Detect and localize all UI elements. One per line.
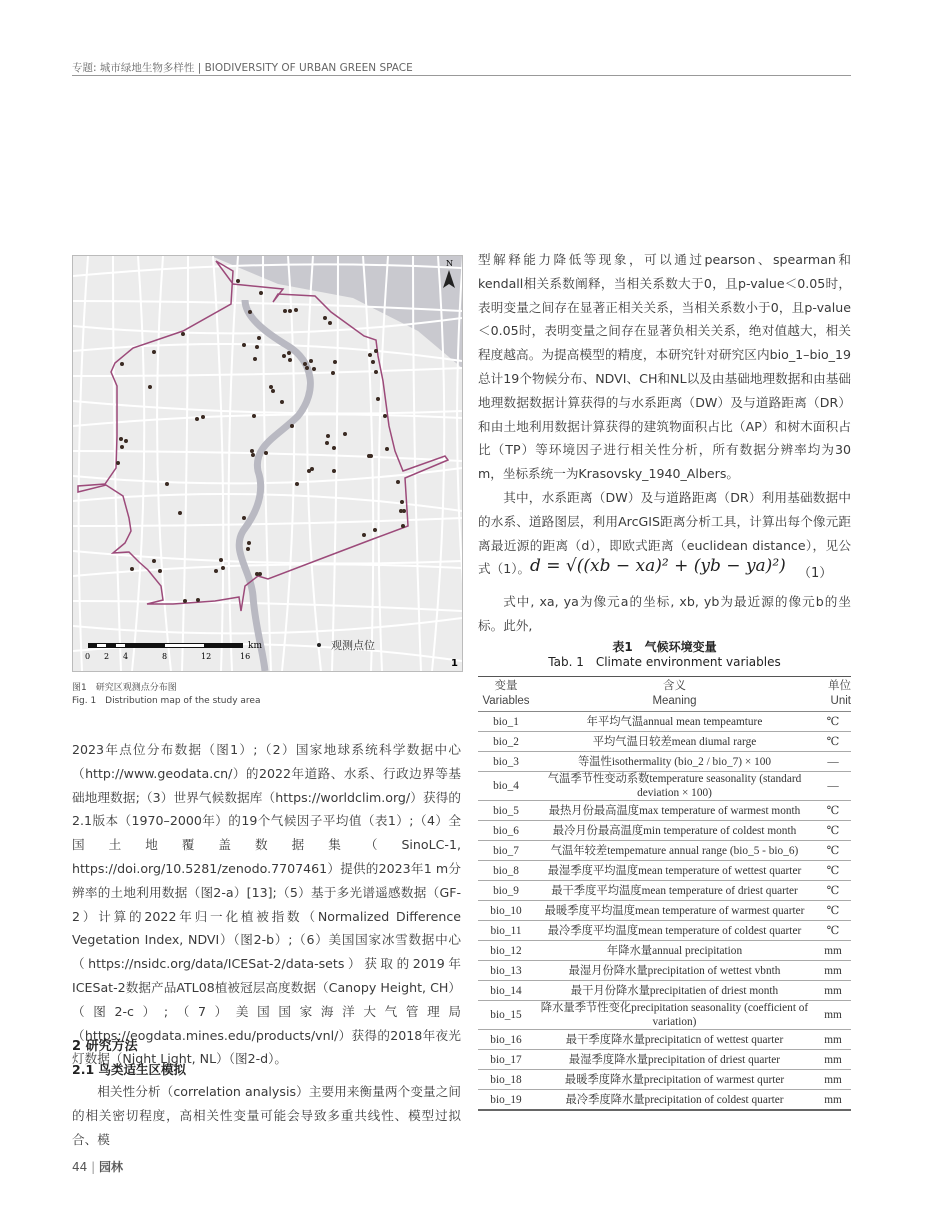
meaning-cell: 气温季节性变动系数temperature seasonality (standard deviation × 100) <box>534 772 815 801</box>
observation-point <box>120 362 124 366</box>
running-header: 专题: 城市绿地生物多样性 | BIODIVERSITY OF URBAN GREEN SPACE <box>72 62 413 74</box>
table-title-cn: 表1 气候环境变量 <box>612 640 717 654</box>
header-variables: 变量 Variables <box>478 677 534 712</box>
variable-cell: bio_8 <box>478 861 534 881</box>
observation-point <box>280 400 284 404</box>
scale-unit: km <box>248 641 262 651</box>
observation-point <box>282 354 286 358</box>
observation-point <box>248 310 252 314</box>
observation-point <box>290 424 294 428</box>
variable-cell: bio_3 <box>478 752 534 772</box>
table-row <box>478 1030 851 1050</box>
table-row <box>478 712 851 732</box>
table-row <box>478 752 851 772</box>
observation-point <box>165 482 169 486</box>
panel-number: 1 <box>451 658 458 669</box>
observation-point <box>309 359 313 363</box>
observation-point <box>269 385 273 389</box>
meaning-cell: 最湿季度平均温度mean temperature of wettest quarter <box>534 861 815 881</box>
unit-cell: ℃ <box>815 841 851 861</box>
table-row <box>478 881 851 901</box>
table-row <box>478 981 851 1001</box>
map-graphic <box>73 256 462 671</box>
observation-point <box>264 451 268 455</box>
observation-point <box>312 367 316 371</box>
page-footer: 44 | 园林 <box>72 1160 123 1174</box>
table-row <box>478 901 851 921</box>
right-column-text <box>478 248 851 581</box>
observation-point <box>214 569 218 573</box>
variable-cell: bio_15 <box>478 1001 534 1030</box>
table-row <box>478 841 851 861</box>
variable-cell: bio_1 <box>478 712 534 732</box>
observation-point <box>271 389 275 393</box>
unit-cell: mm <box>815 981 851 1001</box>
legend-label: 观测点位 <box>331 639 375 652</box>
observation-point <box>332 469 336 473</box>
unit-cell: — <box>815 772 851 801</box>
observation-point <box>288 358 292 362</box>
paragraph: 相关性分析（correlation analysis）主要用来衡量两个变量之间的相关密切程度，高相关性变量可能会导致多重共线性、模型过拟合、模 <box>72 1084 461 1147</box>
observation-point <box>283 309 287 313</box>
observation-point <box>152 559 156 563</box>
observation-point <box>326 434 330 438</box>
unit-cell: ℃ <box>815 801 851 821</box>
observation-point <box>402 509 406 513</box>
unit-cell: mm <box>815 1050 851 1070</box>
observation-point <box>303 362 307 366</box>
table-row <box>478 1070 851 1090</box>
observation-point <box>247 541 251 545</box>
observation-point <box>374 370 378 374</box>
observation-point <box>332 446 336 450</box>
observation-point <box>257 336 261 340</box>
observation-point <box>181 332 185 336</box>
scale-tick-label: 0 <box>85 652 91 661</box>
observation-point <box>196 598 200 602</box>
meaning-cell: 最干季度降水量precipitaticn of wettest quarter <box>534 1030 815 1050</box>
table-row <box>478 732 851 752</box>
right-column-text-2 <box>478 590 851 638</box>
observation-point <box>323 316 327 320</box>
observation-point <box>376 397 380 401</box>
table-title-en: Tab. 1 Climate environment variables <box>548 655 781 669</box>
huangpu-river <box>239 300 310 671</box>
unit-cell: — <box>815 752 851 772</box>
observation-point <box>400 500 404 504</box>
variable-cell: bio_6 <box>478 821 534 841</box>
table-row <box>478 801 851 821</box>
observation-point <box>401 524 405 528</box>
observation-point <box>294 308 298 312</box>
variable-cell: bio_10 <box>478 901 534 921</box>
meaning-cell: 最暖季度降水量precipitation of warmest qurter <box>534 1070 815 1090</box>
journal-logo: 园林 <box>98 1160 123 1174</box>
observation-point <box>242 516 246 520</box>
meaning-cell: 最湿季度降水量precipitation of driest quarter <box>534 1050 815 1070</box>
meaning-cell: 最冷季度平均温度mean temperature of coldest quarter <box>534 921 815 941</box>
observation-point <box>368 353 372 357</box>
variable-cell: bio_12 <box>478 941 534 961</box>
variable-cell: bio_14 <box>478 981 534 1001</box>
observation-point <box>310 467 314 471</box>
unit-cell: mm <box>815 1030 851 1050</box>
observation-point <box>305 366 309 370</box>
unit-cell: mm <box>815 1090 851 1111</box>
meaning-cell: 气温年较差tempemature annual range (bio_5 - bio_6) <box>534 841 815 861</box>
scale-tick-label: 12 <box>201 652 212 661</box>
paragraph: 2023年点位分布数据（图1）;（2）国家地球系统科学数据中心（http://www.geodata.cn/）的2022年道路、水系、行政边界等基础地理数据;（3）世界气候数据库（https://worldclim.org/）获得的2.1版本（1970–2000年）的19个气候因子平均值（表1）;（4）全国土地覆盖数据集（SinoLC-1, https://doi.org/10.5281/zenodo.7707461）提供的2023年1 m分辨率的土地利用数据（图2-a）[13];（5）基于多光谱遥感数据（GF-2）计算的2022年归一化植被指数（Normalized Difference Vegetation Index, NDVI）（图2-b）;（6）美国国家冰雪数据中心（https://nsidc.org/data/ICESat-2/data-sets）获取的2019年ICESat-2数据产品ATL08植被冠层高度数据（Canopy Height, CH）（图2-c）;（7）美国国家海洋大气管理局（https://eogdata.mines.edu/products/vnl/）获得的2018年夜光灯数据（Night Light, NL）（图2-d）。 <box>72 742 461 1067</box>
legend-dot-icon <box>317 643 321 647</box>
equation-number: （1） <box>798 566 833 581</box>
unit-cell: mm <box>815 1001 851 1030</box>
scale-tick-label: 16 <box>240 652 251 661</box>
variable-cell: bio_18 <box>478 1070 534 1090</box>
variable-cell: bio_9 <box>478 881 534 901</box>
observation-point <box>221 566 225 570</box>
paragraph: 型解释能力降低等现象，可以通过pearson、spearman和kendall相关系数阐释，当相关系数大于0，且p-value＜0.05时，表明变量之间存在显著正相关关系，当相关系数小于0，且p-value＜0.05时，表明变量之间存在显著负相关关系，绝对值越大，相关程度越高。为提高模型的精度，本研究针对研究区内bio_1–bio_19总计19个物候分布、NDVI、CH和NL以及由基础地理数据和由基础地理数据数据计算获得的与水系距离（DW）及与道路距离（DR）和由土地利用数据计算获得的建筑物面积占比（AP）和树木面积占比（TP）等环境因子进行相关性分析，所有数据分辨率均为30 m，坐标系统一为Krasovsky_1940_Albers。 <box>478 252 851 482</box>
variable-cell: bio_11 <box>478 921 534 941</box>
table-row <box>478 861 851 881</box>
observation-point <box>369 454 373 458</box>
observation-point <box>383 414 387 418</box>
observation-point <box>258 572 262 576</box>
figure-caption-en: Fig. 1 Distribution map of the study area <box>72 696 261 706</box>
climate-variables-table <box>478 676 851 1111</box>
unit-cell: mm <box>815 961 851 981</box>
meaning-cell: 最冷季度降水量precipitation of coldest quarter <box>534 1090 815 1111</box>
table-row <box>478 821 851 841</box>
unit-cell: mm <box>815 941 851 961</box>
observation-point <box>236 279 240 283</box>
observation-point <box>331 371 335 375</box>
observation-point <box>116 461 120 465</box>
scale-bar <box>85 641 262 661</box>
observation-point <box>178 511 182 515</box>
scale-tick-label: 2 <box>104 652 110 661</box>
observation-point <box>124 439 128 443</box>
table-row <box>478 961 851 981</box>
observation-point <box>325 441 329 445</box>
meaning-cell: 年平均气温annual mean tempeamture <box>534 712 815 732</box>
unit-cell: ℃ <box>815 732 851 752</box>
observation-point <box>183 599 187 603</box>
observation-point <box>250 449 254 453</box>
paragraph: 其中，水系距离（DW）及与道路距离（DR）利用基础数据中的水系、道路图层，利用ArcGIS距离分析工具，计算出每个像元距离最近源的距离（d），即欧式距离（euclidean distance），见公式（1）。 <box>478 489 851 577</box>
observation-point <box>295 482 299 486</box>
meaning-cell: 最热月份最高温度max temperature of warmest month <box>534 801 815 821</box>
observation-point <box>253 357 257 361</box>
meaning-cell: 最冷月份最高温度min temperature of coldest month <box>534 821 815 841</box>
observation-point <box>152 350 156 354</box>
header-meaning: 含义 Meaning <box>534 677 815 712</box>
observation-point <box>259 291 263 295</box>
variable-cell: bio_19 <box>478 1090 534 1111</box>
section-heading: 2 研究方法 <box>72 1039 138 1054</box>
observation-point <box>242 343 246 347</box>
variable-cell: bio_2 <box>478 732 534 752</box>
left-column-text <box>72 738 461 1071</box>
meaning-cell: 平均气温日较差mean diumal rarge <box>534 732 815 752</box>
meaning-cell: 最湿月份降水量precipitation of wettest vbnth <box>534 961 815 981</box>
observation-point <box>120 445 124 449</box>
scale-tick-label: 8 <box>162 652 168 661</box>
variable-cell: bio_13 <box>478 961 534 981</box>
unit-cell: ℃ <box>815 861 851 881</box>
unit-cell: ℃ <box>815 881 851 901</box>
observation-point <box>251 453 255 457</box>
observation-point <box>246 547 250 551</box>
unit-cell: mm <box>815 1070 851 1090</box>
observation-point <box>219 558 223 562</box>
variable-cell: bio_17 <box>478 1050 534 1070</box>
left-column-text-2 <box>72 1080 461 1151</box>
observation-point <box>374 349 378 353</box>
header-rule <box>72 75 851 76</box>
header-unit: 单位 Unit <box>815 677 851 712</box>
variable-cell: bio_16 <box>478 1030 534 1050</box>
unit-cell: ℃ <box>815 712 851 732</box>
unit-cell: ℃ <box>815 921 851 941</box>
observation-point <box>255 345 259 349</box>
observation-point <box>195 417 199 421</box>
observation-point <box>343 432 347 436</box>
observation-point <box>130 567 134 571</box>
variable-cell: bio_7 <box>478 841 534 861</box>
observation-point <box>385 447 389 451</box>
meaning-cell: 最干月份降水量precipitatien of driest month <box>534 981 815 1001</box>
meaning-cell: 最干季度平均温度mean temperature of driest quarter <box>534 881 815 901</box>
observation-point <box>252 414 256 418</box>
table-row <box>478 941 851 961</box>
variable-cell: bio_5 <box>478 801 534 821</box>
observation-point <box>333 360 337 364</box>
unit-cell: ℃ <box>815 901 851 921</box>
observation-point <box>371 360 375 364</box>
figure-caption-cn: 图1 研究区观测点分布图 <box>72 683 177 693</box>
observation-point <box>287 351 291 355</box>
unit-cell: ℃ <box>815 821 851 841</box>
observation-point <box>148 385 152 389</box>
observation-point <box>362 533 366 537</box>
meaning-cell: 年降水量annual precipitation <box>534 941 815 961</box>
study-area-map <box>72 255 463 672</box>
observation-point <box>373 528 377 532</box>
scale-tick-label: 4 <box>123 652 129 661</box>
page-number: 44 <box>72 1160 88 1174</box>
observation-point <box>288 309 292 313</box>
table-row <box>478 1001 851 1030</box>
variable-cell: bio_4 <box>478 772 534 801</box>
north-label: N <box>446 259 453 268</box>
paragraph: 式中, xa, ya为像元a的坐标, xb, yb为最近源的像元b的坐标。此外, <box>478 594 851 633</box>
observation-point <box>201 415 205 419</box>
meaning-cell: 最暖季度平均温度mean temperature of warmest quarter <box>534 901 815 921</box>
observation-point <box>158 569 162 573</box>
meaning-cell: 降水量季节性变化precipitation seasonality (coefficient of variation) <box>534 1001 815 1030</box>
observation-point <box>328 321 332 325</box>
subsection-heading: 2.1 鸟类适生区模拟 <box>72 1062 186 1077</box>
observation-point <box>396 480 400 484</box>
observation-point <box>119 437 123 441</box>
equation: d = √((xb − xa)² + (yb − ya)²) <box>530 556 786 576</box>
table-row <box>478 921 851 941</box>
table-row <box>478 772 851 801</box>
meaning-cell: 等温性isothermality (bio_2 / bio_7) × 100 <box>534 752 815 772</box>
table-row <box>478 1050 851 1070</box>
table-row <box>478 1090 851 1111</box>
